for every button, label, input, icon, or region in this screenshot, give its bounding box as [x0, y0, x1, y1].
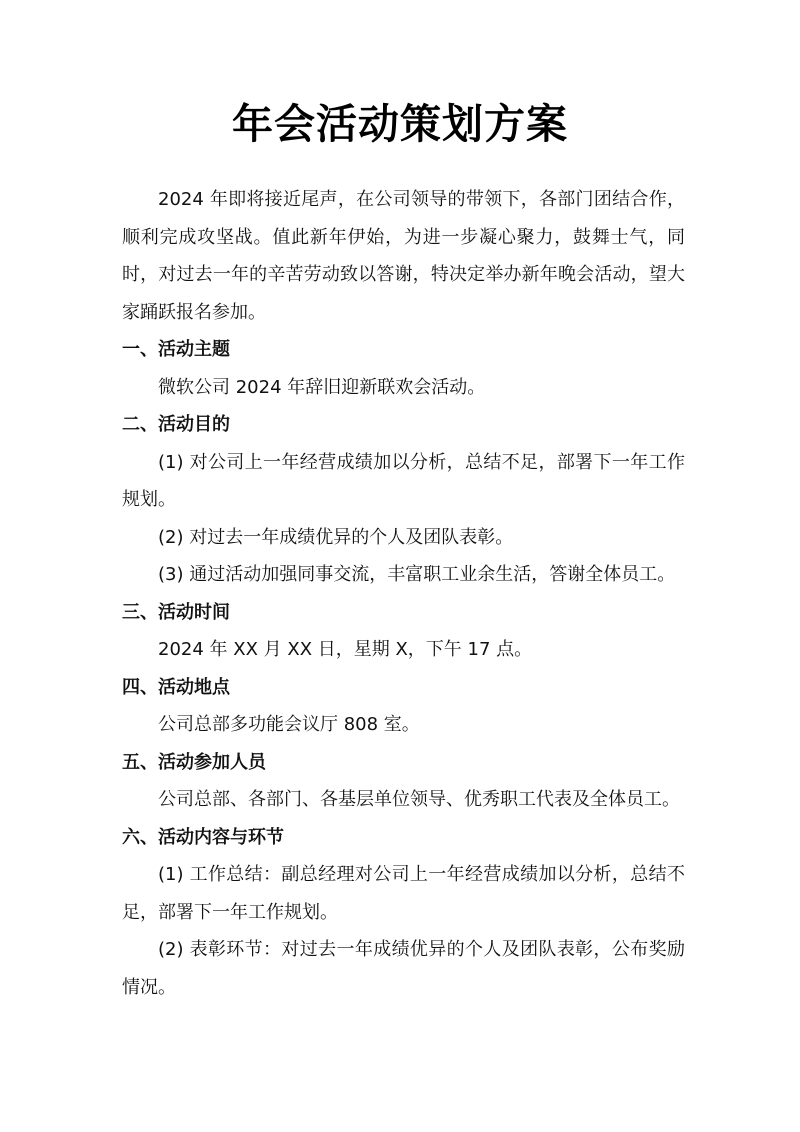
document-body — [122, 181, 685, 1006]
content-item-2: (2) 表彰环节：对过去一年成绩优异的个人及团队表彰，公布奖励情况。 — [122, 939, 685, 998]
section-text-participants: 公司总部、各部门、各基层单位领导、优秀职工代表及全体员工。 — [158, 789, 680, 810]
section-text-theme: 微软公司 2024 年辞旧迎新联欢会活动。 — [158, 376, 486, 398]
purpose-item-1: (1) 对公司上一年经营成绩加以分析，总结不足，部署下一年工作规划。 — [122, 451, 685, 510]
section-heading-participants: 五、活动参加人员 — [122, 751, 266, 773]
section-text-place: 公司总部多功能会议厅 808 室。 — [158, 714, 420, 735]
section-heading-content: 六、活动内容与环节 — [122, 826, 284, 848]
section-text-time: 2024 年 XX 月 XX 日，星期 X，下午 17 点。 — [158, 639, 533, 660]
content-item-1: (1) 工作总结：副总经理对公司上一年经营成绩加以分析，总结不足，部署下一年工作规划。 — [122, 864, 685, 923]
section-heading-time: 三、活动时间 — [122, 601, 230, 623]
intro-paragraph: 2024 年即将接近尾声，在公司领导的带领下，各部门团结合作，顺利完成攻坚战。值此新年伊始，为进一步凝心聚力，鼓舞士气，同时，对过去一年的辛苦劳动致以答谢，特决定举办新年晚会活动，望大家踊跃报名参加。 — [122, 189, 685, 323]
purpose-item-3: (3) 通过活动加强同事交流，丰富职工业余生活，答谢全体员工。 — [158, 564, 676, 585]
section-heading-purpose: 二、活动目的 — [122, 414, 230, 435]
section-heading-place: 四、活动地点 — [122, 676, 230, 698]
section-heading-theme: 一、活动主题 — [122, 339, 230, 360]
purpose-item-2: (2) 对过去一年成绩优异的个人及团队表彰。 — [158, 526, 514, 548]
document-title: 年会活动策划方案 — [232, 100, 568, 148]
